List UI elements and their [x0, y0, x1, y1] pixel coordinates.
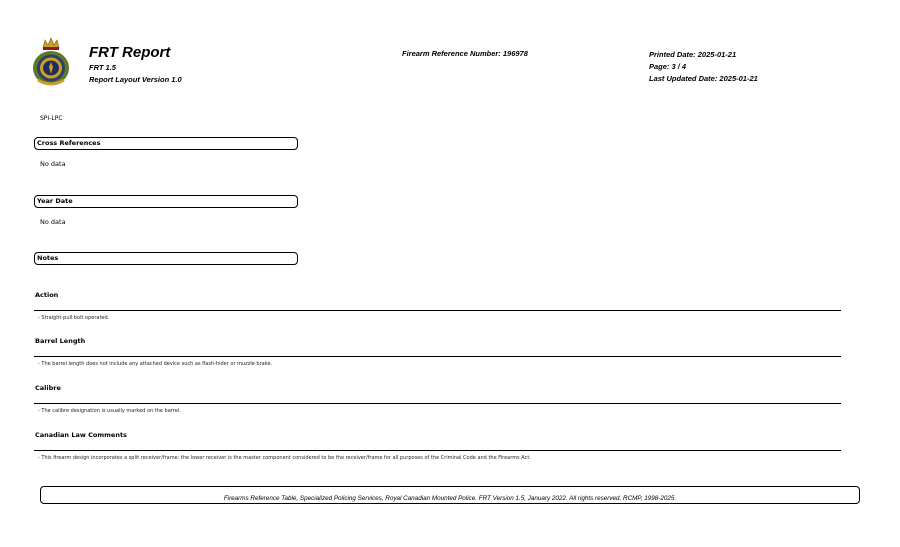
spi-code: SPI-LPC — [40, 115, 63, 122]
note-title-calibre: Calibre — [35, 384, 61, 392]
note-divider — [34, 450, 841, 451]
cross-references-value: No data — [40, 160, 66, 168]
rcmp-crest-logo — [30, 36, 72, 88]
note-text-barrel-length: - The barrel length does not include any attached device such as flash-hider or muzzle brake. — [38, 361, 273, 367]
year-date-value: No data — [40, 218, 66, 226]
footer-text: Firearms Reference Table, Specialized Policing Services, Royal Canadian Mounted Police. FRT Version 1.5, January 2022. All rights reserved, RCMP, 1998-2025. — [223, 495, 677, 502]
notes-label: Notes — [37, 254, 59, 262]
note-text-canadian-law-comments: - This firearm design incorporates a split receiver/frame: the lower receiver is the master component considered to be the receiver/frame for all purposes of the Criminal Code and the Firearms Act. — [38, 455, 531, 461]
report-title: FRT Report — [89, 44, 171, 61]
report-footer — [40, 486, 860, 504]
note-divider — [34, 403, 841, 404]
year-date-header — [34, 195, 298, 208]
year-date-label: Year Date — [37, 197, 73, 205]
cross-references-label: Cross References — [37, 139, 101, 147]
frt-version: FRT 1.5 — [89, 63, 116, 72]
last-updated-date: Last Updated Date: 2025-01-21 — [649, 74, 758, 83]
cross-references-header — [34, 137, 298, 150]
note-title-action: Action — [35, 291, 59, 299]
note-divider — [34, 310, 841, 311]
note-text-action: - Straight-pull bolt operated. — [38, 315, 110, 321]
note-divider — [34, 356, 841, 357]
note-title-canadian-law-comments: Canadian Law Comments — [35, 431, 127, 439]
note-text-calibre: - The calibre designation is usually marked on the barrel. — [38, 408, 181, 414]
page-number: Page: 3 / 4 — [649, 62, 687, 71]
notes-header — [34, 252, 298, 265]
printed-date: Printed Date: 2025-01-21 — [649, 50, 737, 59]
report-layout-version: Report Layout Version 1.0 — [89, 75, 182, 84]
firearm-reference-number: Firearm Reference Number: 196978 — [402, 49, 528, 58]
note-title-barrel-length: Barrel Length — [35, 337, 86, 345]
